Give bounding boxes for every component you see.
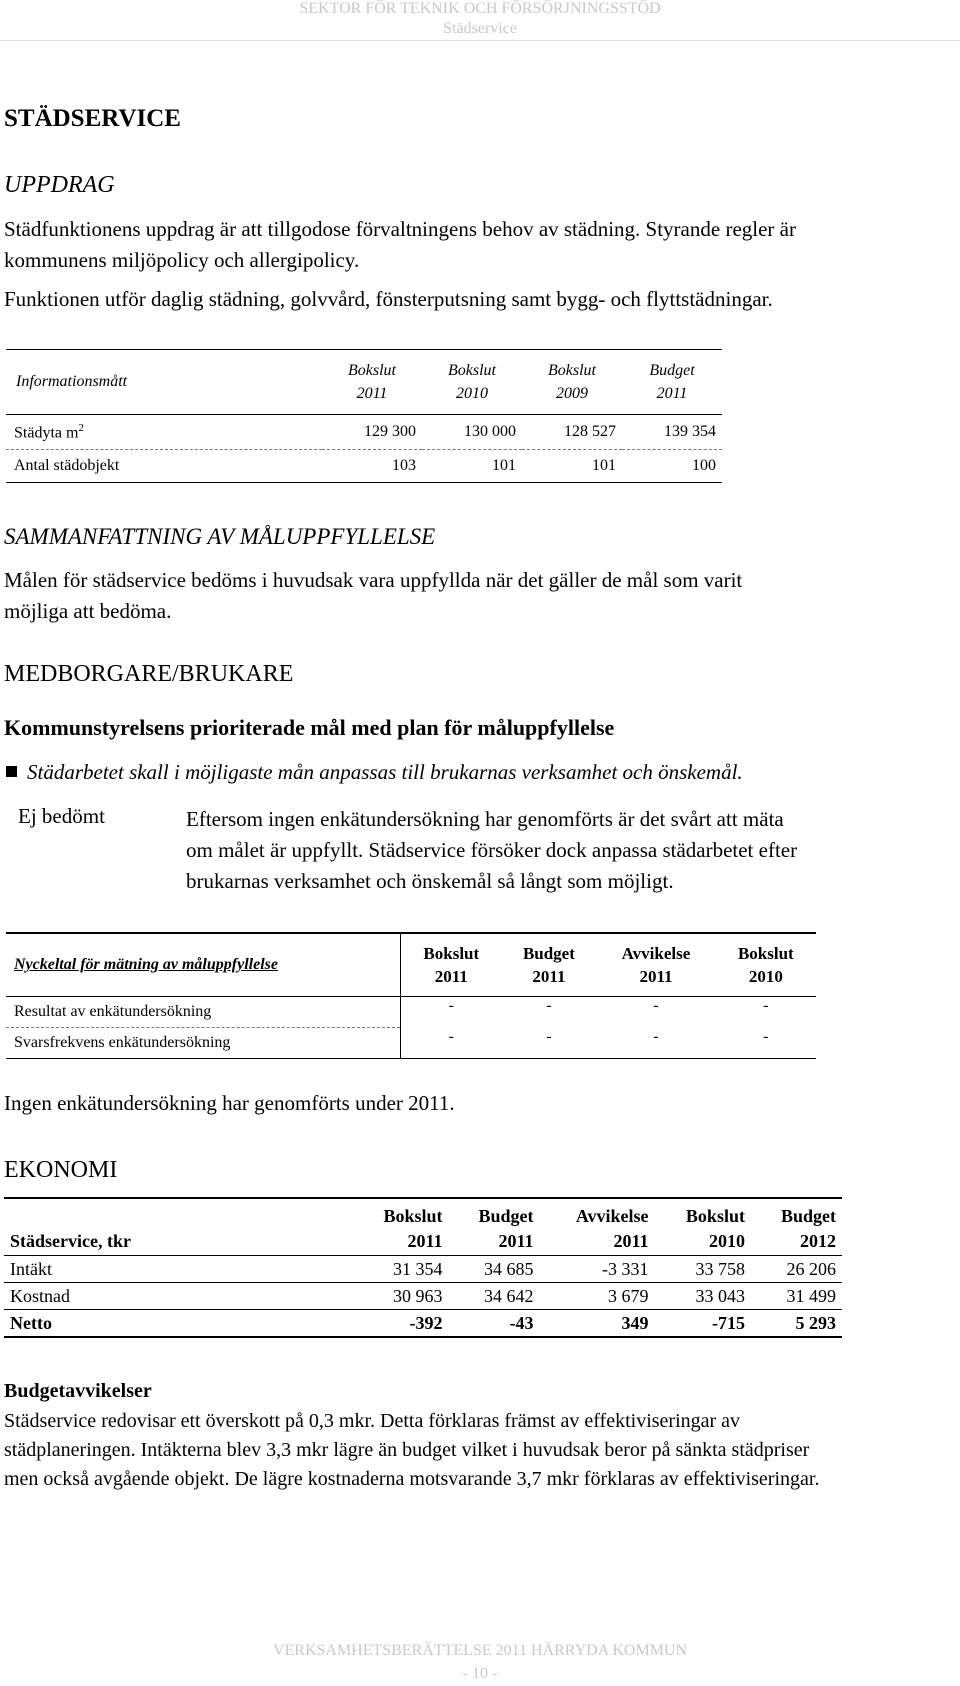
eco-col-year: 2011 [498,1230,534,1251]
table-cell: - [401,1028,502,1059]
key-figures-table [6,932,816,1059]
eco-col-year: 2011 [407,1230,443,1251]
table-cell: - [502,1028,597,1059]
goal-description [186,804,797,897]
table-cell: 101 [422,450,522,483]
sammanfattning-heading: SAMMANFATTNING AV MÅLUPPFYLLELSE [4,524,436,549]
table-cell: - [596,997,715,1028]
eco-col-header: Avvikelse [539,1198,654,1227]
running-header-org: SEKTOR FÖR TEKNIK OCH FÖRSÖRJNINGSSTÖD [299,0,661,17]
key-row-svarsfrekvens [6,1028,816,1059]
table-cell: 101 [522,450,622,483]
eco-col-header: Bokslut [352,1198,448,1227]
table-cell: 33 043 [654,1283,750,1310]
table-cell: - [502,997,597,1028]
economy-row-netto [4,1310,842,1338]
table-cell: 129 300 [322,415,422,450]
budget-text [4,1407,819,1494]
table-cell: 34 642 [448,1283,539,1310]
key-row-resultat [6,997,816,1028]
key-col-header: Bokslut 2011 [401,933,502,997]
row-label: Städyta $m^2$ [6,415,322,450]
info-col-header: Bokslut 2011 [322,350,422,415]
footer-report: VERKSAMHETSBERÄTTELSE 2011 HÄRRYDA KOMMUN [272,1642,688,1659]
info-table-label: Informationsmått [6,350,322,415]
economy-header-row2 [4,1227,842,1256]
table-cell: 100 [622,450,722,483]
row-label: Svarsfrekvens enkätundersökning [6,1028,401,1059]
goal-desc-line2: om målet är uppfyllt. Städservice försöker dock anpassa städarbetet efter [186,838,798,862]
uppdrag-heading: UPPDRAG [4,172,115,198]
table-cell: 139 354 [622,415,722,450]
eco-col-year: 2010 [708,1230,745,1251]
info-col-header: Bokslut 2009 [522,350,622,415]
table-cell: 31 354 [352,1256,448,1283]
table-cell: 31 499 [751,1283,842,1310]
ekonomi-heading: EKONOMI [4,1157,118,1183]
uppdrag-p1-line1: Städfunktionens uppdrag är att tillgodose förvaltningens behov av städning. Styrande regler är [4,217,796,241]
eco-col-header: Budget [448,1198,539,1227]
goal-heading: Kommunstyrelsens prioriterade mål med plan för måluppfyllelse [4,715,615,740]
budget-line3: men också avgående objekt. De lägre kostnaderna motsvarande 3,7 mkr förklaras av effektiviseringar. [4,1468,820,1490]
uppdrag-paragraph-2: Funktionen utför daglig städning, golvvård, fönsterputsning samt bygg- och flyttstädningar. [4,287,773,311]
table-cell: -715 [654,1310,750,1338]
key-table-label: Nyckeltal för mätning av måluppfyllelse [6,933,401,997]
table-cell: 33 758 [654,1256,750,1283]
key-col-header: Avvikelse 2011 [596,933,715,997]
page-title: STÄDSERVICE [4,105,181,132]
budget-heading: Budgetavvikelser [4,1380,152,1402]
sammanfattning-line2: möjliga att bedöma. [4,599,172,623]
table-cell: - [716,1028,816,1059]
uppdrag-paragraph-1 [4,214,796,276]
medborgare-heading: MEDBORGARE/BRUKARE [4,661,294,687]
economy-table [4,1197,842,1338]
row-label: Antal städobjekt [6,450,322,483]
eco-col-header: Bokslut [654,1198,750,1227]
row-label: Kostnad [4,1283,352,1310]
key-table-header [6,933,816,997]
table-cell: -43 [448,1310,539,1338]
table-cell: 5 293 [751,1310,842,1338]
table-cell: 130 000 [422,415,522,450]
economy-row-kostnad [4,1283,842,1310]
table-cell: 128 527 [522,415,622,450]
row-label: Intäkt [4,1256,352,1283]
uppdrag-p1-line2: kommunens miljöpolicy och allergipolicy. [4,248,360,272]
info-col-header: Budget 2011 [622,350,722,415]
goal-desc-line1: Eftersom ingen enkätundersökning har genomförts är det svårt att mäta [186,807,784,831]
key-col-header: Budget 2011 [502,933,597,997]
info-table-header [6,350,722,415]
table-cell: - [716,997,816,1028]
info-col-header: Bokslut 2010 [422,350,522,415]
table-cell: 30 963 [352,1283,448,1310]
square-bullet-icon [6,766,17,777]
eco-col-header: Budget [751,1198,842,1227]
economy-header-row1 [4,1198,842,1227]
page-number: - 10 - [462,1665,498,1682]
eco-col-year: 2011 [613,1230,649,1251]
table-cell: 103 [322,450,422,483]
table-cell: - [401,997,502,1028]
eco-col-year: 2012 [800,1230,836,1251]
table-cell: 34 685 [448,1256,539,1283]
table-cell [4,1198,352,1227]
budget-line1: Städservice redovisar ett överskott på 0,3 mkr. Detta förklaras främst av effektiviseringar av [4,1410,741,1432]
running-header-unit: Städservice [443,20,517,37]
info-row-stadyta [6,415,722,450]
table-cell: 349 [539,1310,654,1338]
info-row-objekt [6,450,722,483]
economy-row-intakt [4,1256,842,1283]
table-cell: - [596,1028,715,1059]
budget-line2: städplaneringen. Intäkterna blev 3,3 mkr lägre än budget vilket i huvudsak beror på sänkta städpriser [4,1439,810,1461]
row-label: Resultat av enkätundersökning [6,997,401,1028]
goal-desc-line3: brukarnas verksamhet och önskemål så långt som möjligt. [186,869,674,893]
sammanfattning-text [4,565,742,627]
economy-table-label: Städservice, tkr [10,1230,131,1251]
info-table [6,349,722,483]
sammanfattning-line1: Målen för städservice bedöms i huvudsak vara uppfyllda när det gäller de mål som varit [4,568,743,592]
goal-status: Ej bedömt [18,804,105,828]
table-cell: 26 206 [751,1256,842,1283]
table-cell: -3 331 [539,1256,654,1283]
table-cell: 3 679 [539,1283,654,1310]
goal-item [6,760,743,785]
key-col-header: Bokslut 2010 [716,933,816,997]
goal-text: Städarbetet skall i möjligaste mån anpassas till brukarnas verksamhet och önskemål. [27,760,743,784]
no-survey-note: Ingen enkätundersökning har genomförts under 2011. [4,1091,455,1115]
table-cell: -392 [352,1310,448,1338]
header-divider [0,40,960,41]
row-label: Netto [4,1310,352,1338]
